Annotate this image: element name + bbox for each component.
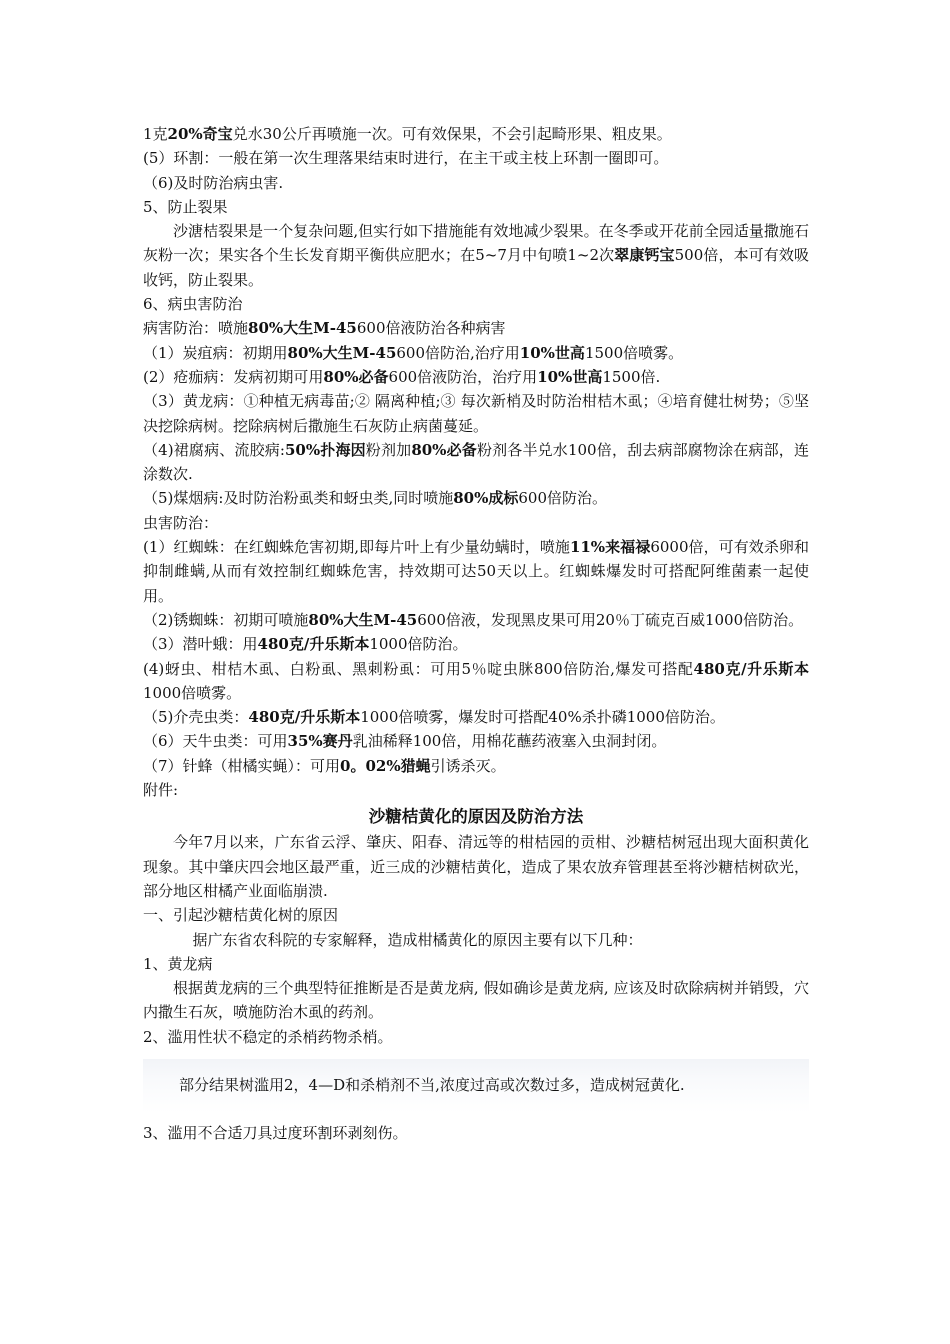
paragraph: 1克20%奇宝兑水30公斤再喷施一次。可有效保果，不会引起畸形果、粗皮果。 — [143, 125, 672, 143]
shaded-block — [143, 1059, 809, 1113]
product-name: 10%世高 — [519, 343, 585, 362]
paragraph: 部分结果树滥用2，4—D和杀梢剂不当,浓度过高或次数过多，造成树冠黄化. — [179, 1075, 685, 1094]
paragraph: (1）红蜘蛛：在红蜘蛛危害初期,即每片叶上有少量幼螨时，喷施11%来福禄6000倍，可有效杀卵和抑制雌螨,从而有效控制红蜘蛛危害，持效期可达50天以上。红蜘蛛爆发时可搭配阿维菌素一起使用。 — [143, 538, 809, 605]
paragraph: (2）疮痂病：发病初期可用80%必备600倍液防治，治疗用10%世高1500倍. — [143, 367, 661, 386]
paragraph: （3）潜叶蛾：用480克/升乐斯本1000倍防治。 — [143, 635, 468, 654]
paragraph: （4)裙腐病、流胶病:50%扑海因粉剂加80%必备粉剂各半兑水100倍，刮去病部腐物涂在病部，连涂数次. — [143, 440, 809, 484]
section-heading: 1、黄龙病 — [143, 954, 213, 973]
paragraph: 今年7月以来，广东省云浮、肇庆、阳春、清远等的柑桔园的贡柑、沙糖桔树冠出现大面积黄化现象。其中肇庆四会地区最严重，近三成的沙糖桔黄化，造成了果农放弃管理甚至将沙糖桔树砍光，部分地区柑橘产业面临崩溃. — [143, 833, 809, 900]
paragraph: (5）环割：一般在第一次生理落果结束时进行，在主干或主枝上环割一圈即可。 — [143, 149, 669, 168]
paragraph: 病害防治：喷施80%大生M-45600倍液防治各种病害 — [143, 319, 506, 338]
section-heading: 2、滥用性状不稳定的杀梢药物杀梢。 — [143, 1027, 393, 1046]
product-name: 80%大生M-45 — [308, 610, 418, 629]
product-name: 80%大生M-45 — [287, 343, 397, 362]
section-heading: 一、引起沙糖桔黄化树的原因 — [143, 906, 339, 925]
paragraph: （5)煤烟病:及时防治粉虱类和蚜虫类,同时喷施80%成标600倍防治。 — [143, 489, 608, 508]
paragraph: 沙溏桔裂果是一个复杂问题,但实行如下措施能有效地减少裂果。在冬季或开花前全园适量撒施石灰粉一次；果实各个生长发育期平衡供应肥水；在5~7月中旬喷1~2次翠康钙宝500倍，本可有效吸收钙，防止裂果。 — [143, 222, 809, 289]
paragraph: （6）天牛虫类：可用35%赛丹乳油稀释100倍，用棉花蘸药液塞入虫洞封闭。 — [143, 732, 667, 751]
product-name: 80%成标 — [453, 489, 519, 508]
product-name: 50%扑海因 — [284, 440, 366, 459]
product-name: 35%赛丹 — [287, 732, 353, 751]
product-name: 80%必备 — [411, 440, 477, 459]
paragraph: (4)蚜虫、柑桔木虱、白粉虱、黑刺粉虱：可用5％啶虫脒800倍防治,爆发可搭配480克/升乐斯本1000倍喷雾。 — [143, 659, 809, 702]
paragraph: （1）炭疽病：初期用80%大生M-45600倍防治,治疗用10%世高1500倍喷雾。 — [143, 343, 684, 362]
product-name: 11%来福禄 — [569, 538, 651, 557]
section-heading: 5、防止裂果 — [143, 197, 228, 216]
product-name: 80%大生M-45 — [248, 319, 357, 338]
article-title: 沙糖桔黄化的原因及防治方法 — [368, 807, 584, 827]
paragraph: 据广东省农科院的专家解释，造成柑橘黄化的原因主要有以下几种： — [192, 930, 643, 949]
product-name: 0。02%猎蝇 — [340, 756, 431, 775]
paragraph: （3）黄龙病：①种植无病毒苗;② 隔离种植;③ 每次新梢及时防治柑桔木虱；④培育健壮树势；⑤坚决挖除病树。挖除病树后撒施生石灰防止病菌蔓延。 — [143, 392, 809, 435]
attachment-label: 附件: — [143, 781, 179, 800]
section-heading: 3、滥用不合适刀具过度环割环剥刻伤。 — [143, 1124, 408, 1143]
section-heading: 虫害防治： — [143, 513, 219, 532]
product-name: 480克/升乐斯本 — [248, 708, 361, 727]
product-name: 480克/升乐斯本 — [693, 659, 809, 678]
product-name: 20%奇宝 — [167, 125, 233, 143]
paragraph: （6)及时防治病虫害. — [143, 173, 284, 192]
product-name: 80%必备 — [323, 367, 389, 386]
paragraph: （5)介壳虫类：480克/升乐斯本1000倍喷雾，爆发时可搭配40%杀扑磷1000倍防治。 — [143, 708, 725, 727]
product-name: 10%世高 — [537, 367, 603, 386]
product-name: 480克/升乐斯本 — [257, 635, 370, 654]
document-page — [143, 122, 809, 1146]
paragraph: 根据黄龙病的三个典型特征推断是否是黄龙病, 假如确诊是黄龙病, 应该及时砍除病树并销毁，穴内撒生石灰，喷施防治木虱的药剂。 — [143, 979, 809, 1022]
paragraph: （2)锈蜘蛛：初期可喷施80%大生M-45600倍液，发现黑皮果可用20％丁硫克百威1000倍防治。 — [143, 610, 804, 629]
section-heading: 6、病虫害防治 — [143, 295, 243, 314]
product-name: 翠康钙宝 — [614, 246, 675, 265]
paragraph: （7）针蜂（柑橘实蝇）：可用0。02%猎蝇引诱杀灭。 — [143, 756, 506, 775]
